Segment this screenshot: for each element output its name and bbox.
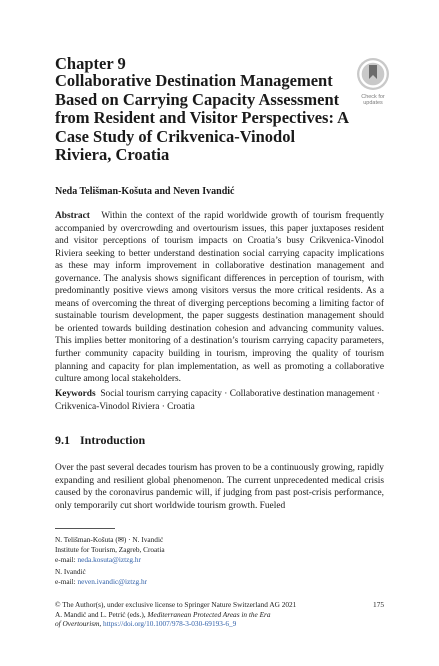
- doi-link[interactable]: https://doi.org/10.1007/978-3-030-69193-6_9: [103, 619, 237, 629]
- abstract: [55, 210, 384, 386]
- footnote-author-2: N. Ivandić: [55, 567, 86, 576]
- footnote-author-line: N. Telišman-Košuta (✉) · N. Ivandić: [55, 535, 164, 544]
- page-number: 175: [373, 600, 384, 609]
- section-heading: [55, 433, 145, 448]
- email-prefix: e-mail:: [55, 577, 78, 586]
- check-for-updates-label[interactable]: [352, 94, 394, 106]
- keywords-text: Social tourism carrying capacity · Collaborative destination management · Crikvenica-Vinodol Riviera · Croatia: [55, 389, 380, 412]
- copyright-notice: [55, 600, 355, 629]
- chapter-title: Collaborative Destination Management Based on Carrying Capacity Assessment from Resident and Visitor Perspectives: A Case Study of Crikvenica-Vinodol Riviera, Croatia: [55, 71, 349, 165]
- doi-separator: ,: [99, 619, 104, 629]
- intro-paragraph: Over the past several decades tourism has proven to be a continuously growing, rapidly expanding and resilient global phenomenon. The current unprecedented medical crisis caused by the coronavirus pandemic will, if judging from past post-crisis performance, only temporarily cut short worldwide tourism growth. Fueled: [55, 463, 384, 511]
- section-number: 9.1: [55, 433, 70, 447]
- doi-line: [55, 619, 355, 629]
- badge-label-line2: updates: [363, 100, 383, 106]
- email-link-1[interactable]: neda.kosuta@iztzg.hr: [77, 555, 141, 564]
- check-for-updates-icon[interactable]: [356, 57, 390, 91]
- badge-label-line1: Check for: [361, 94, 385, 100]
- book-title-part2: of Overtourism: [55, 619, 100, 629]
- editors: A. Mandić and L. Petrić (eds.),: [55, 609, 148, 619]
- footnote-divider: [55, 528, 115, 529]
- keywords-heading: Keywords: [55, 389, 96, 399]
- abstract-text: Within the context of the rapid worldwide growth of tourism frequently accompanied by overcrowding and overtourism issues, this paper juxtaposes resident and visitor perceptions of tourism impacts on Croatia’s busy Crikvenica-Vinodol Riviera seeking to better understand destination social carrying capacity implications as these may inform improvement in collaborative destination management and governance. The analysis shows significant differences in perception of tourism, with predominantly positive views among visitors versus the more critical residents. As a means of overcoming the threat of diverging perceptions becoming a limiting factor of sustainable tourism development, the paper suggests destination management should be oriented towards building destination cohesion and advancing community values. This implies better monitoring of a destination’s tourism carrying capacity parameters, further community capacity building in tourism, improving the quality of tourism planning and capacity for plan implementation, as well as promoting a collaborative culture among local stakeholders.: [55, 211, 385, 385]
- authors: Neda Telišman-Košuta and Neven Ivandić: [55, 186, 235, 197]
- chapter-label: Chapter 9: [55, 54, 126, 73]
- footnote-email-2: [55, 577, 385, 587]
- copyright-line: © The Author(s), under exclusive license to Springer Nature Switzerland AG 2021: [55, 600, 297, 609]
- email-prefix: e-mail:: [55, 555, 78, 564]
- section-title: Introduction: [80, 433, 146, 447]
- book-title-part1: Mediterranean Protected Areas in the Era: [147, 609, 271, 619]
- footnote-email-1: [55, 555, 385, 565]
- editors-line: [55, 610, 355, 620]
- footnote-affiliation: Institute for Tourism, Zagreb, Croatia: [55, 545, 165, 554]
- abstract-heading: Abstract: [55, 211, 90, 221]
- email-link-2[interactable]: neven.ivandic@iztzg.hr: [77, 577, 148, 586]
- keywords: [55, 388, 384, 413]
